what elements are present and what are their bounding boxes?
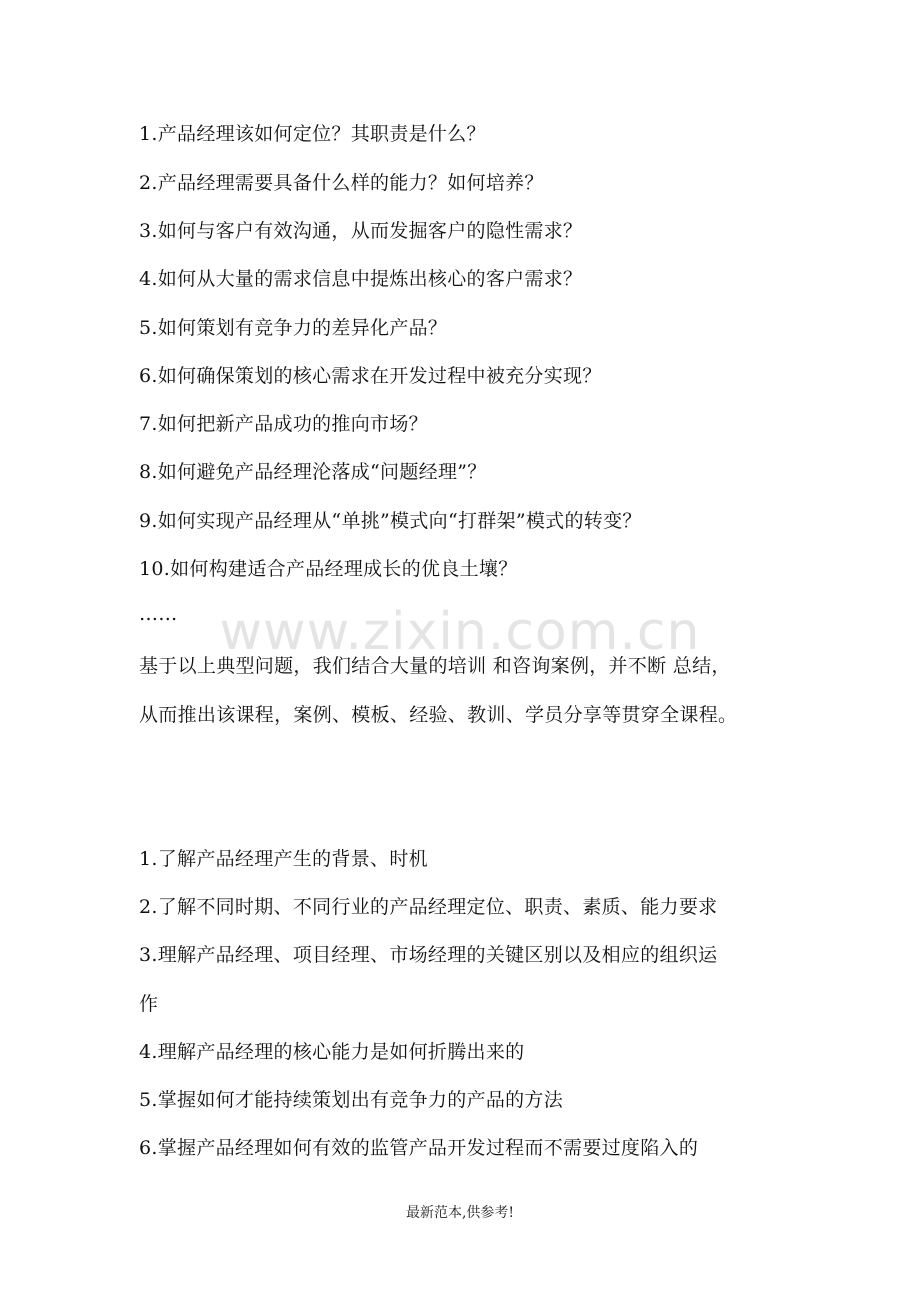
objective-3-continued: 作 [139, 993, 159, 1015]
question-6: 6.如何确保策划的核心需求在开发过程中被充分实现？ [139, 365, 602, 387]
question-10: 10.如何构建适合产品经理成长的优良土壤？ [139, 558, 518, 580]
objective-2: 2.了解不同时期、不同行业的产品经理定位、职责、素质、能力要求 [139, 896, 718, 918]
question-4: 4.如何从大量的需求信息中提炼出核心的客户需求？ [139, 268, 583, 290]
question-3: 3.如何与客户有效沟通，从而发掘客户的隐性需求？ [139, 220, 583, 242]
question-9: 9.如何实现产品经理从“单挑”模式向“打群架”模式的转变？ [139, 510, 642, 532]
question-2: 2.产品经理需要具备什么样的能力？如何培养？ [139, 172, 544, 194]
ellipsis: …… [139, 603, 178, 625]
question-5: 5.如何策划有竞争力的差异化产品？ [139, 317, 448, 339]
objective-4: 4.理解产品经理的核心能力是如何折腾出来的 [139, 1041, 525, 1063]
question-1: 1.产品经理该如何定位？其职责是什么？ [139, 123, 486, 145]
question-8: 8.如何避免产品经理沦落成“问题经理”？ [139, 461, 487, 483]
objective-5: 5.掌握如何才能持续策划出有竞争力的产品的方法 [139, 1089, 564, 1111]
question-7: 7.如何把新产品成功的推向市场？ [139, 413, 428, 435]
page-footer: 最新范本,供参考! [405, 1205, 515, 1221]
objective-3: 3.理解产品经理、项目经理、市场经理的关键区别以及相应的组织运 [139, 944, 718, 966]
objective-6: 6.掌握产品经理如何有效的监管产品开发过程而不需要过度陷入的 [139, 1137, 699, 1159]
watermark-text: www.zixin.com.cn [219, 602, 701, 662]
summary-line-2: 从而推出该课程，案例、模板、经验、教训、学员分享等贯穿全课程。 [139, 704, 738, 726]
objective-1: 1.了解产品经理产生的背景、时机 [139, 848, 428, 870]
summary-line-1: 基于以上典型问题，我们结合大量的培训 和咨询案例，并不断 总结， [139, 655, 731, 677]
